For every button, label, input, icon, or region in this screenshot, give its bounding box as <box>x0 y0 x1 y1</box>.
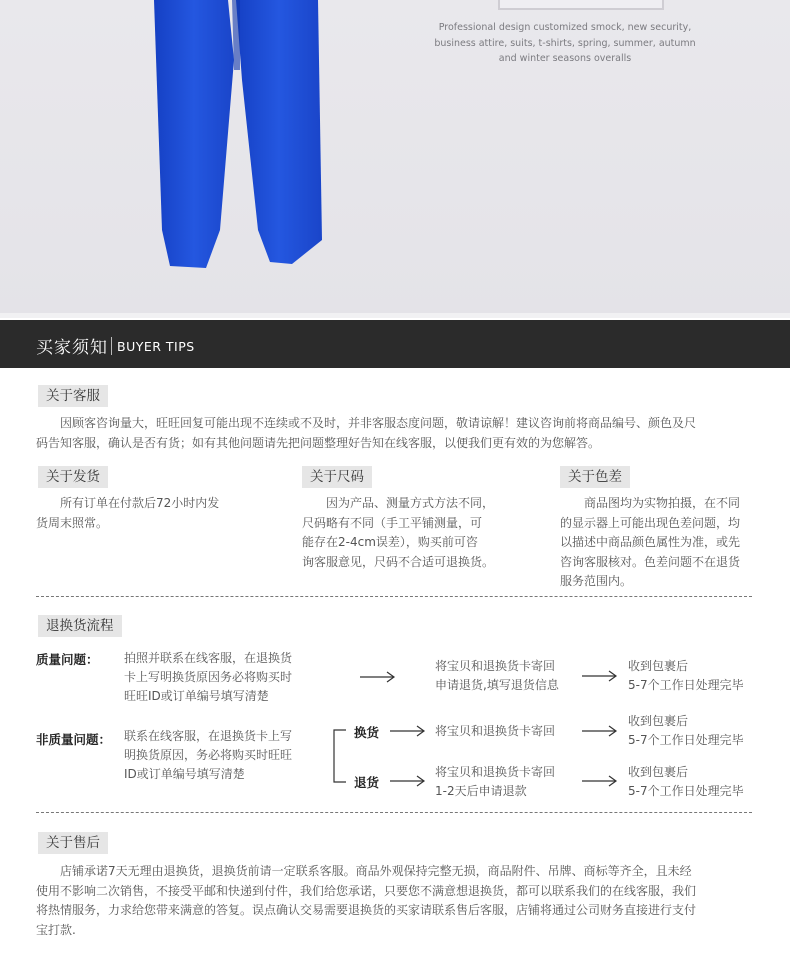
non-quality-desc-line: 明换货原因，务必将购买时旺旺 <box>124 748 293 762</box>
shipping-tag: 关于发货 <box>38 466 108 488</box>
after-sales-line: 宝打款. <box>36 922 76 937</box>
sizing-line: 尺码略有不同（手工平铺测量，可 <box>302 515 483 530</box>
product-hero-image <box>0 0 790 318</box>
refund-result-line: 5-7个工作日处理完毕 <box>628 784 744 798</box>
arrow-right-icon <box>360 671 396 683</box>
shipping-line: 货周末照常。 <box>36 515 109 530</box>
banner-title-cn: 买家须知 <box>36 338 108 358</box>
color-diff-line: 商品图均为实物拍摄，在不同 <box>584 496 741 510</box>
color-diff-tag: 关于色差 <box>560 466 630 488</box>
sizing-line: 能存在2-4cm误差），购买前可咨 <box>302 535 478 549</box>
non-quality-desc-line: ID或订单编号填写清楚 <box>124 767 245 781</box>
arrow-right-icon <box>582 775 618 787</box>
refund-step-line: 将宝贝和退换货卡寄回 <box>435 765 556 779</box>
non-quality-issue-label: 非质量问题： <box>36 732 112 747</box>
after-sales-tag: 关于售后 <box>38 832 108 854</box>
dashed-divider <box>36 812 752 813</box>
quality-issue-desc <box>124 649 324 706</box>
shipping-line: 所有订单在付款后72小时内发 <box>60 496 220 510</box>
quality-desc-line: 拍照并联系在线客服，在退换货 <box>124 651 293 665</box>
exchange-step-line: 将宝贝和退换货卡寄回 <box>435 724 556 738</box>
exchange-label: 换货 <box>354 725 380 740</box>
quality-step-line: 申请退货,填写退货信息 <box>435 678 559 692</box>
shipping-text <box>36 494 256 533</box>
buyer-tips-banner <box>0 320 790 368</box>
banner-title-en: BUYER TIPS <box>117 339 195 354</box>
arrow-right-icon <box>390 775 426 787</box>
refund-label: 退货 <box>354 775 380 790</box>
hero-divider <box>0 313 790 318</box>
refund-result <box>628 763 758 801</box>
customer-service-text <box>36 414 756 453</box>
color-diff-text <box>560 494 760 592</box>
arrow-right-icon <box>582 725 618 737</box>
color-diff-line: 以描述中商品颜色属性为准，或先 <box>560 535 741 549</box>
quality-desc-line: 卡上写明换货原因务必将购买时 <box>124 670 293 684</box>
non-quality-issue-desc <box>124 727 324 784</box>
refund-result-line: 收到包裹后 <box>628 765 689 779</box>
customer-service-line: 码告知客服，确认是否有货；如有其他问题请先把问题整理好告知在线客服，以便我们更有效的为您解答。 <box>36 435 601 450</box>
after-sales-text <box>36 862 756 940</box>
quality-step-return <box>435 657 585 695</box>
quality-issue-label: 质量问题： <box>36 652 99 667</box>
quality-desc-line: 旺旺ID或订单编号填写清楚 <box>124 689 269 703</box>
branch-bracket <box>330 728 350 784</box>
blue-pants-image <box>150 0 330 270</box>
customer-service-tag: 关于客服 <box>38 385 108 407</box>
after-sales-line: 将热情服务，力求给您带来满意的答复。误点确认交易需要退换货的买家请联系售后客服，店铺将通过公司财务直接进行支付 <box>36 903 697 917</box>
arrow-right-icon <box>390 725 426 737</box>
arrow-right-icon <box>582 670 618 682</box>
quality-step-line: 将宝贝和退换货卡寄回 <box>435 659 556 673</box>
quality-step-process <box>628 657 758 695</box>
sizing-line: 因为产品、测量方式方法不同， <box>326 496 495 510</box>
sizing-text <box>302 494 522 572</box>
sizing-tag: 关于尺码 <box>302 466 372 488</box>
return-flow-tag: 退换货流程 <box>38 615 122 637</box>
after-sales-line: 使用不影响二次销售，不接受平邮和快递到付件，我们给您承诺，只要您不满意想退换货，都可以联系我们的在线客服，我们 <box>36 883 697 898</box>
dashed-divider <box>36 596 752 597</box>
color-diff-line: 咨询客服核对。色差问题不在退货 <box>560 554 741 569</box>
quality-result-line: 5-7个工作日处理完毕 <box>628 678 744 692</box>
exchange-result-line: 收到包裹后 <box>628 714 689 728</box>
sizing-line: 询客服意见，尺码不合适可退换货。 <box>302 554 495 569</box>
non-quality-desc-line: 联系在线客服，在退换货卡上写 <box>124 729 293 743</box>
after-sales-line: 店铺承诺7天无理由退换货，退换货前请一定联系客服。商品外观保持完整无损，商品附件、吊牌、商标等齐全，且未经 <box>60 864 692 878</box>
exchange-result <box>628 712 758 750</box>
refund-step-line: 1-2天后申请退款 <box>435 784 527 798</box>
exchange-step <box>435 722 585 741</box>
refund-step <box>435 763 585 801</box>
banner-separator <box>111 337 112 355</box>
hero-tagline: Professional design customized smock, new security, business attire, suits, t-shirts, spring, summer, autumn and winter seasons overalls <box>434 22 696 64</box>
hero-frame <box>498 0 664 10</box>
quality-result-line: 收到包裹后 <box>628 659 689 673</box>
customer-service-line: 因顾客咨询量大，旺旺回复可能出现不连续或不及时，并非客服态度问题，敬请谅解！建议咨询前将商品编号、颜色及尺 <box>60 416 697 430</box>
exchange-result-line: 5-7个工作日处理完毕 <box>628 733 744 747</box>
color-diff-line: 服务范围内。 <box>560 574 633 588</box>
color-diff-line: 的显示器上可能出现色差问题，均 <box>560 515 741 530</box>
